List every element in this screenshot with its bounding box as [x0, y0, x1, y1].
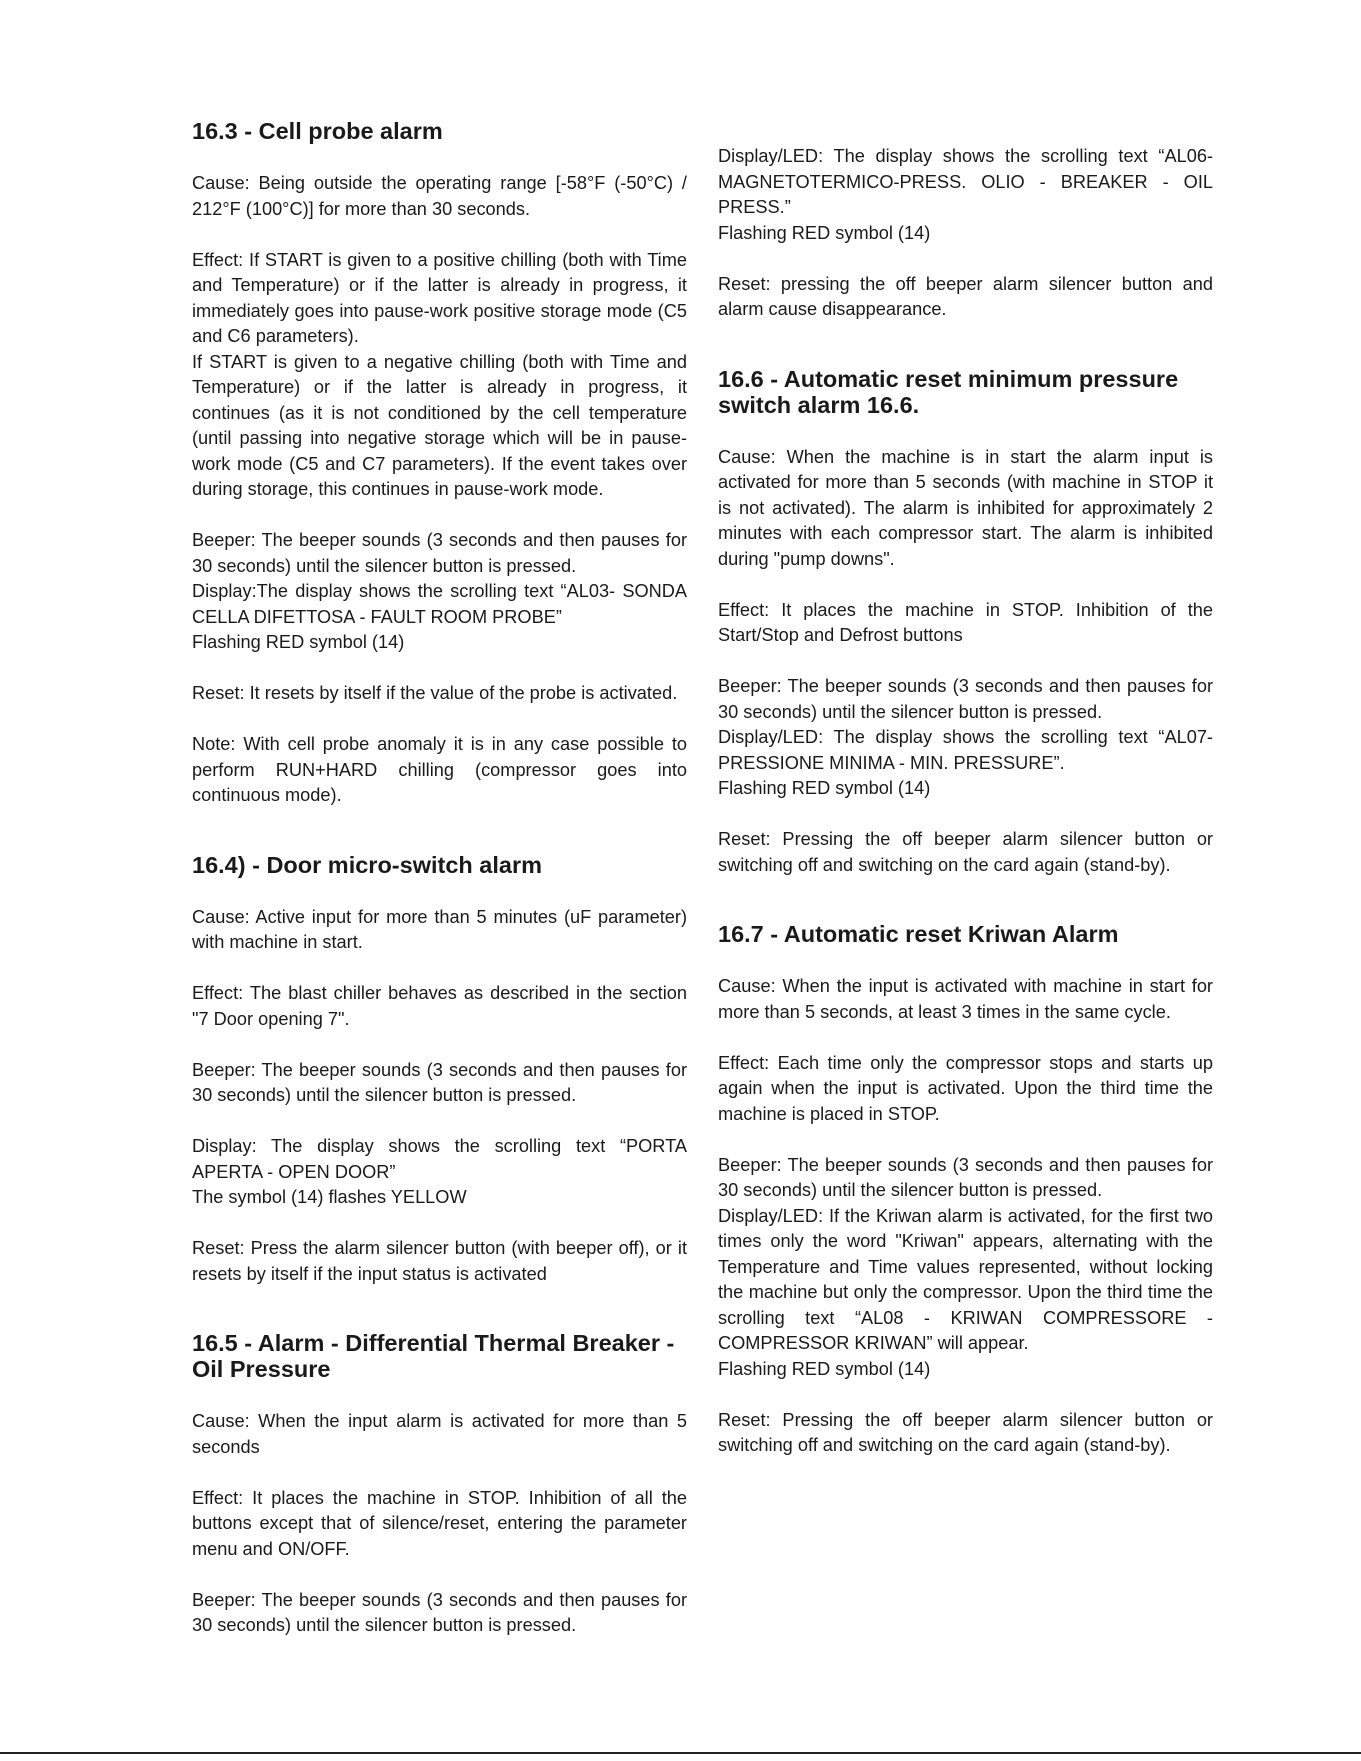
- symbol-text: Flashing RED symbol (14): [718, 222, 931, 243]
- beeper-text: Beeper: The beeper sounds (3 seconds and then pauses for 30 seconds) until the silencer button is pressed.: [718, 1154, 1213, 1200]
- beeper-text: Beeper: The beeper sounds (3 seconds and then pauses for 30 seconds) until the silencer button is pressed.: [192, 530, 687, 576]
- footer-rule: [0, 1752, 1361, 1754]
- left-column: [192, 118, 687, 1639]
- section-heading-16-4: 16.4) - Door micro-switch alarm: [192, 851, 542, 878]
- reset-text: Reset: pressing the off beeper alarm silencer button and alarm cause disappearance.: [718, 273, 1213, 319]
- effect-text: Effect: It places the machine in STOP. Inhibition of all the buttons except that of silence/reset, entering the parameter menu and ON/OFF.: [192, 1487, 687, 1559]
- cause-text: Cause: When the machine is in start the alarm input is activated for more than 5 seconds (with machine in STOP it is not activated). The alarm is inhibited for approximately 2 minutes with each compressor start. The alarm is inhibited during "pump downs".: [718, 446, 1213, 569]
- symbol-text: Flashing RED symbol (14): [718, 1358, 931, 1379]
- cause-text: Cause: Being outside the operating range [-58°F (-50°C) / 212°F (100°C)] for more than 30 seconds.: [192, 173, 687, 219]
- beeper-text: Beeper: The beeper sounds (3 seconds and then pauses for 30 seconds) until the silencer button is pressed.: [192, 1589, 687, 1635]
- display-text: Display: The display shows the scrolling text “PORTA APERTA - OPEN DOOR”: [192, 1136, 687, 1182]
- effect-text: Effect: If START is given to a positive chilling (both with Time and Temperature) or if the latter is already in progress, it immediately goes into pause-work positive storage mode (C5 and C6 parameters).: [192, 249, 687, 346]
- section-heading-16-7: 16.7 - Automatic reset Kriwan Alarm: [718, 921, 1119, 947]
- symbol-text: Flashing RED symbol (14): [192, 632, 405, 652]
- reset-text: Reset: Pressing the off beeper alarm silencer button or switching off and switching on the card again (stand-by).: [718, 829, 1213, 875]
- effect-text: Effect: The blast chiller behaves as described in the section "7 Door opening 7".: [192, 983, 687, 1029]
- symbol-text: The symbol (14) flashes YELLOW: [192, 1187, 467, 1207]
- cause-text: Cause: When the input alarm is activated for more than 5 seconds: [192, 1411, 687, 1457]
- section-heading-16-3: 16.3 - Cell probe alarm: [192, 118, 443, 144]
- cause-text: Cause: Active input for more than 5 minutes (uF parameter) with machine in start.: [192, 906, 687, 952]
- effect-text: Effect: Each time only the compressor stops and starts up again when the input is activated. Upon the third time the machine is placed in STOP.: [718, 1052, 1213, 1124]
- section-heading-16-6: 16.6 - Automatic reset minimum pressure switch alarm 16.6.: [718, 365, 1179, 418]
- display-text: Display/LED: The display shows the scrolling text “AL07- PRESSIONE MINIMA - MIN. PRESSURE”.: [718, 727, 1213, 773]
- display-text: Display:The display shows the scrolling text “AL03- SONDA CELLA DIFETTOSA - FAULT ROOM PROBE”: [192, 581, 687, 627]
- reset-text: Reset: It resets by itself if the value of the probe is activated.: [192, 683, 678, 703]
- right-column: [718, 144, 1213, 1459]
- reset-text: Reset: Press the alarm silencer button (with beeper off), or it resets by itself if the input status is activated: [192, 1238, 687, 1284]
- beeper-text: Beeper: The beeper sounds (3 seconds and then pauses for 30 seconds) until the silencer button is pressed.: [718, 676, 1213, 722]
- effect-text: Effect: It places the machine in STOP. Inhibition of the Start/Stop and Defrost buttons: [718, 599, 1213, 645]
- display-text: Display/LED: The display shows the scrolling text “AL06- MAGNETOTERMICO-PRESS. OLIO - BREAKER - OIL PRESS.”: [718, 146, 1213, 217]
- beeper-text: Beeper: The beeper sounds (3 seconds and then pauses for 30 seconds) until the silencer button is pressed.: [192, 1059, 687, 1105]
- display-text: Display/LED: If the Kriwan alarm is activated, for the first two times only the word "Kriwan" appears, alternating with the Temperature and Time values represented, without locking the machine but only the compressor. Upon the third time the scrolling text “AL08 - KRIWAN COMPRESSORE -COMPRESSOR KRIWAN” will appear.: [718, 1205, 1213, 1353]
- note-text: Note: With cell probe anomaly it is in any case possible to perform RUN+HARD chilling (compressor goes into continuous mode).: [192, 734, 687, 805]
- symbol-text: Flashing RED symbol (14): [718, 778, 931, 798]
- reset-text: Reset: Pressing the off beeper alarm silencer button or switching off and switching on the card again (stand-by).: [718, 1409, 1213, 1455]
- cause-text: Cause: When the input is activated with machine in start for more than 5 seconds, at least 3 times in the same cycle.: [718, 976, 1213, 1022]
- section-heading-16-5: 16.5 - Alarm - Differential Thermal Breaker - Oil Pressure: [192, 1330, 675, 1382]
- effect-text-cont: If START is given to a negative chilling (both with Time and Temperature) or if the latter is already in progress, it continues (as it is not conditioned by the cell temperature (until passing into negative storage which will be in pause-work mode (C5 and C7 parameters). If the event takes over during storage, this continues in pause-work mode.: [192, 351, 687, 499]
